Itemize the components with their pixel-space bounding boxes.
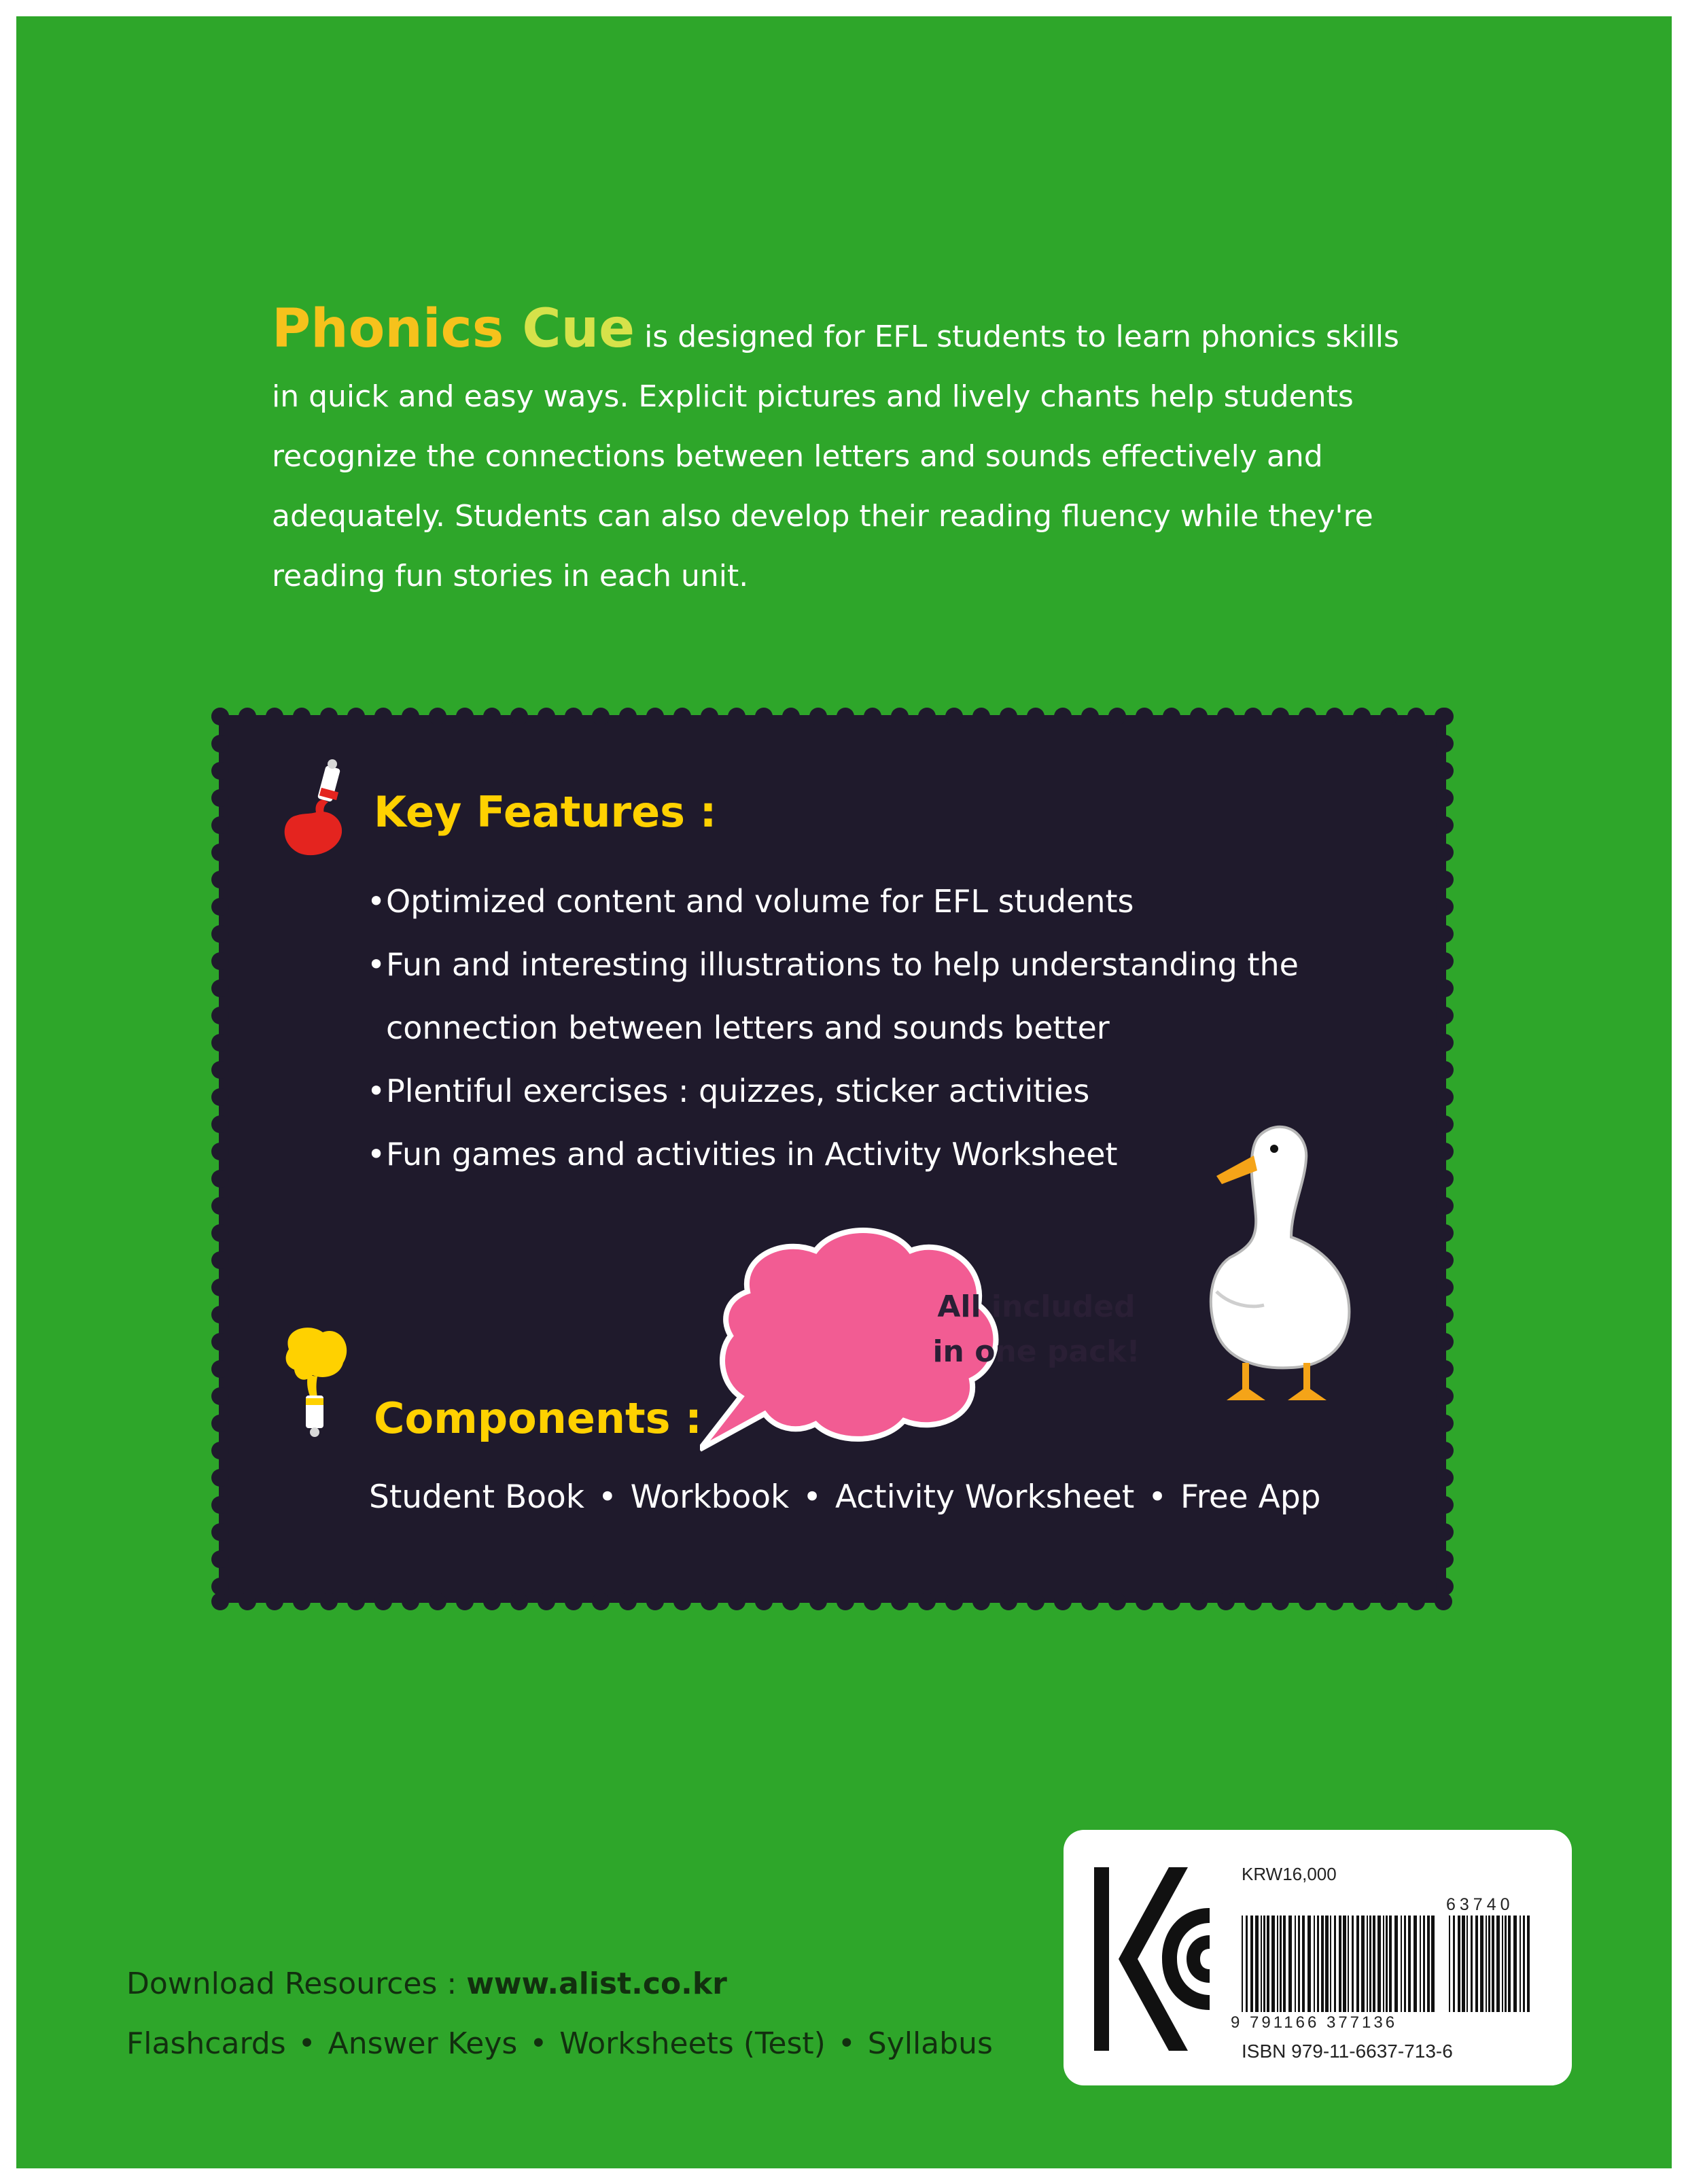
list-item: Workbook bbox=[630, 1478, 790, 1516]
list-item: Free App bbox=[1180, 1478, 1321, 1516]
components-heading: Components : bbox=[374, 1393, 702, 1443]
intro-text: is designed for EFL students to learn phonics skills in quick and easy ways. Explicit pictures and lively chants help students recognize the connections between letters and sounds effectively and adequately. Students can also develop their reading fluency while they're reading fun stories in each unit. bbox=[272, 319, 1399, 593]
list-item: Answer Keys bbox=[328, 2026, 518, 2061]
list-item: Syllabus bbox=[867, 2026, 993, 2061]
duck-illustration bbox=[1189, 1101, 1366, 1414]
isbn-number: ISBN 979-11-6637-713-6 bbox=[1242, 2041, 1453, 2062]
list-item: • Optimized content and volume for EFL students bbox=[367, 870, 1373, 933]
intro-paragraph bbox=[272, 299, 1400, 606]
list-item: • Fun and interesting illustrations to help understanding the connection between letters and sounds better bbox=[367, 933, 1373, 1060]
list-item: Worksheets (Test) bbox=[559, 2026, 826, 2061]
bubble-text: All included in one pack! bbox=[932, 1289, 1140, 1369]
kc-mark-icon bbox=[1094, 1867, 1210, 2051]
list-item: Flashcards bbox=[126, 2026, 286, 2061]
brand-name: Phonics Cue bbox=[272, 298, 635, 360]
addon-barcode bbox=[1449, 1916, 1530, 2012]
yellow-paint-tube-icon bbox=[275, 1322, 357, 1441]
list-item: Student Book bbox=[369, 1478, 584, 1516]
download-resources: Download Resources : www.alist.co.kr Flashcards • Answer Keys • Worksheets (Test) • Syllabus bbox=[126, 1966, 993, 2061]
barcode bbox=[1242, 1916, 1439, 2012]
addon-digits: 63740 bbox=[1446, 1895, 1514, 1914]
resources-url[interactable]: www.alist.co.kr bbox=[466, 1966, 727, 2001]
key-features-heading: Key Features : bbox=[374, 787, 717, 837]
list-item: • Fun games and activities in Activity Worksheet bbox=[367, 1123, 1373, 1186]
resources-label: Download Resources : bbox=[126, 1966, 457, 2001]
features-panel bbox=[211, 707, 1454, 1611]
isbn-barcode-box bbox=[1064, 1830, 1572, 2085]
barcode-digits: 9 791166 377136 bbox=[1231, 2013, 1398, 2032]
price: KRW16,000 bbox=[1242, 1864, 1337, 1884]
red-paint-tube-icon bbox=[275, 755, 357, 863]
list-item: • Plentiful exercises : quizzes, sticker activities bbox=[367, 1060, 1373, 1123]
components-list: Student Book • Workbook • Activity Worksheet • Free App bbox=[369, 1478, 1321, 1516]
list-item: Activity Worksheet bbox=[835, 1478, 1135, 1516]
